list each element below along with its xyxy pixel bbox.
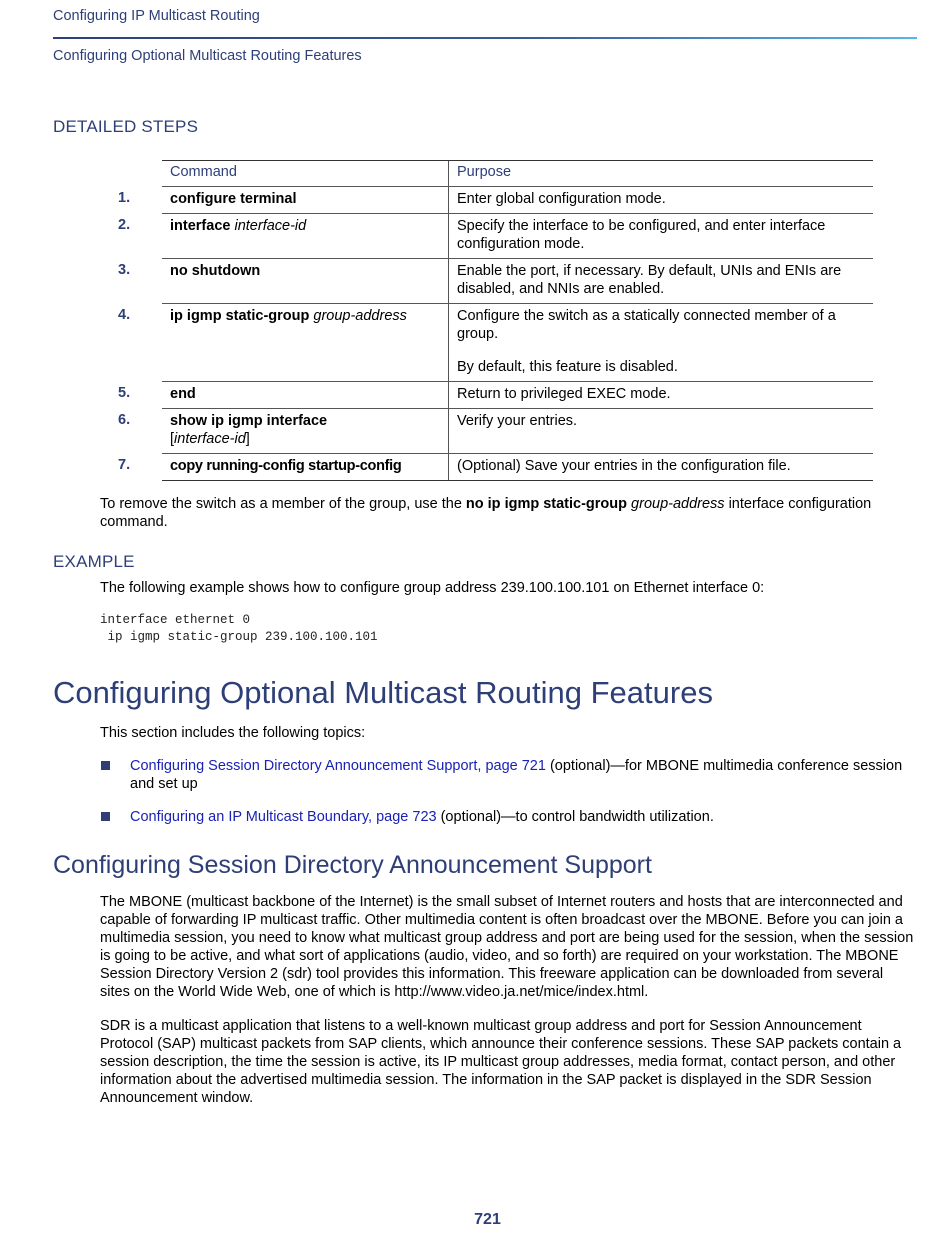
- steps-table: [110, 160, 873, 481]
- step-number: 2.: [118, 217, 131, 233]
- step-row: [110, 454, 873, 481]
- sdr-support-link[interactable]: Configuring Session Directory Announcement Support, page 721: [130, 758, 546, 774]
- step-row: [110, 214, 873, 259]
- list-item: Configuring an IP Multicast Boundary, page 723 (optional)—to control bandwidth utilization.: [100, 808, 916, 826]
- step-number: 7.: [118, 457, 131, 473]
- step-number: 3.: [118, 262, 131, 278]
- header-rule: [53, 37, 917, 39]
- list-item: Configuring Session Directory Announcement Support, page 721 (optional)—for MBONE multimedia conference session and set up: [100, 757, 916, 793]
- step-command: no shutdown: [162, 259, 449, 303]
- step-row: [110, 187, 873, 214]
- step-number: 5.: [118, 385, 131, 401]
- section-title-sdr: Configuring Session Directory Announcement Support: [53, 851, 652, 879]
- example-heading: EXAMPLE: [53, 552, 135, 571]
- step-purpose: Configure the switch as a statically connected member of a group. By default, this feature is disabled.: [457, 308, 836, 375]
- step-row: [110, 382, 873, 409]
- step-purpose: Verify your entries.: [457, 413, 578, 429]
- step-command: show ip igmp interface [interface-id]: [162, 409, 449, 453]
- step-purpose: Specify the interface to be configured, and enter interface configuration mode.: [457, 218, 826, 252]
- step-number: 1.: [118, 190, 131, 206]
- column-header-purpose: Purpose: [457, 164, 512, 180]
- steps-table-header: [162, 160, 873, 187]
- step-row: [110, 409, 873, 454]
- bullet-square-icon: [101, 761, 110, 770]
- sdr-paragraph-2: SDR is a multicast application that listens to a well-known multicast group address and port for Session Announcement Protocol (SAP) multicast packets from SAP clients, which announce their conference sessions. These SAP packets contain a session description, the time the session is active, its IP multicast group addresses, media format, contact person, and other information about the advertised multimedia session. The information in the SAP packet is displayed in the SDR Session Announcement window.: [100, 1018, 902, 1106]
- detailed-steps-heading: DETAILED STEPS: [53, 117, 199, 136]
- multicast-boundary-link[interactable]: Configuring an IP Multicast Boundary, page 723: [130, 809, 437, 825]
- step-command: copy running-config startup-config: [162, 454, 449, 480]
- remove-note: To remove the switch as a member of the group, use the no ip igmp static-group group-address interface configuration command.: [100, 496, 872, 530]
- step-command: ip igmp static-group group-address: [162, 304, 449, 381]
- bullet-square-icon: [101, 812, 110, 821]
- running-header-chapter: Configuring IP Multicast Routing: [53, 8, 260, 24]
- step-command: configure terminal: [162, 187, 449, 213]
- example-intro: The following example shows how to configure group address 239.100.100.101 on Ethernet interface 0:: [100, 580, 765, 596]
- code-sample: interface ethernet 0 ip igmp static-group 239.100.100.101: [100, 613, 378, 644]
- step-purpose: Enter global configuration mode.: [457, 191, 666, 207]
- step-purpose: Return to privileged EXEC mode.: [457, 386, 671, 402]
- column-header-command: Command: [162, 161, 449, 186]
- step-number: 6.: [118, 412, 131, 428]
- step-command: end: [162, 382, 449, 408]
- sdr-paragraph-1: The MBONE (multicast backbone of the Internet) is the small subset of Internet routers and hosts that are interconnected and capable of forwarding IP multicast traffic. Other multimedia content is often broadcast over the MBONE. Before you can join a multimedia session, you need to know what multicast group address and port are being used for the session, when the session is going to be active, and what sort of applications (audio, video, and so forth) are required on your workstation. The MBONE Session Directory Version 2 (sdr) tool provides this information. This freeware application can be downloaded from several sites on the World Wide Web, one of which is http://www.video.ja.net/mice/index.html.: [100, 894, 914, 1000]
- running-header-section: Configuring Optional Multicast Routing Features: [53, 48, 362, 64]
- step-purpose: (Optional) Save your entries in the configuration file.: [457, 458, 791, 474]
- step-number: 4.: [118, 307, 131, 323]
- step-row: [110, 304, 873, 382]
- section-intro: This section includes the following topics:: [100, 725, 366, 741]
- section-title-optional-features: Configuring Optional Multicast Routing Features: [53, 675, 713, 710]
- step-command: interface interface-id: [162, 214, 449, 258]
- step-row: [110, 259, 873, 304]
- page-number: 721: [474, 1211, 501, 1228]
- step-purpose: Enable the port, if necessary. By default, UNIs and ENIs are disabled, and NNIs are enabled.: [457, 263, 842, 297]
